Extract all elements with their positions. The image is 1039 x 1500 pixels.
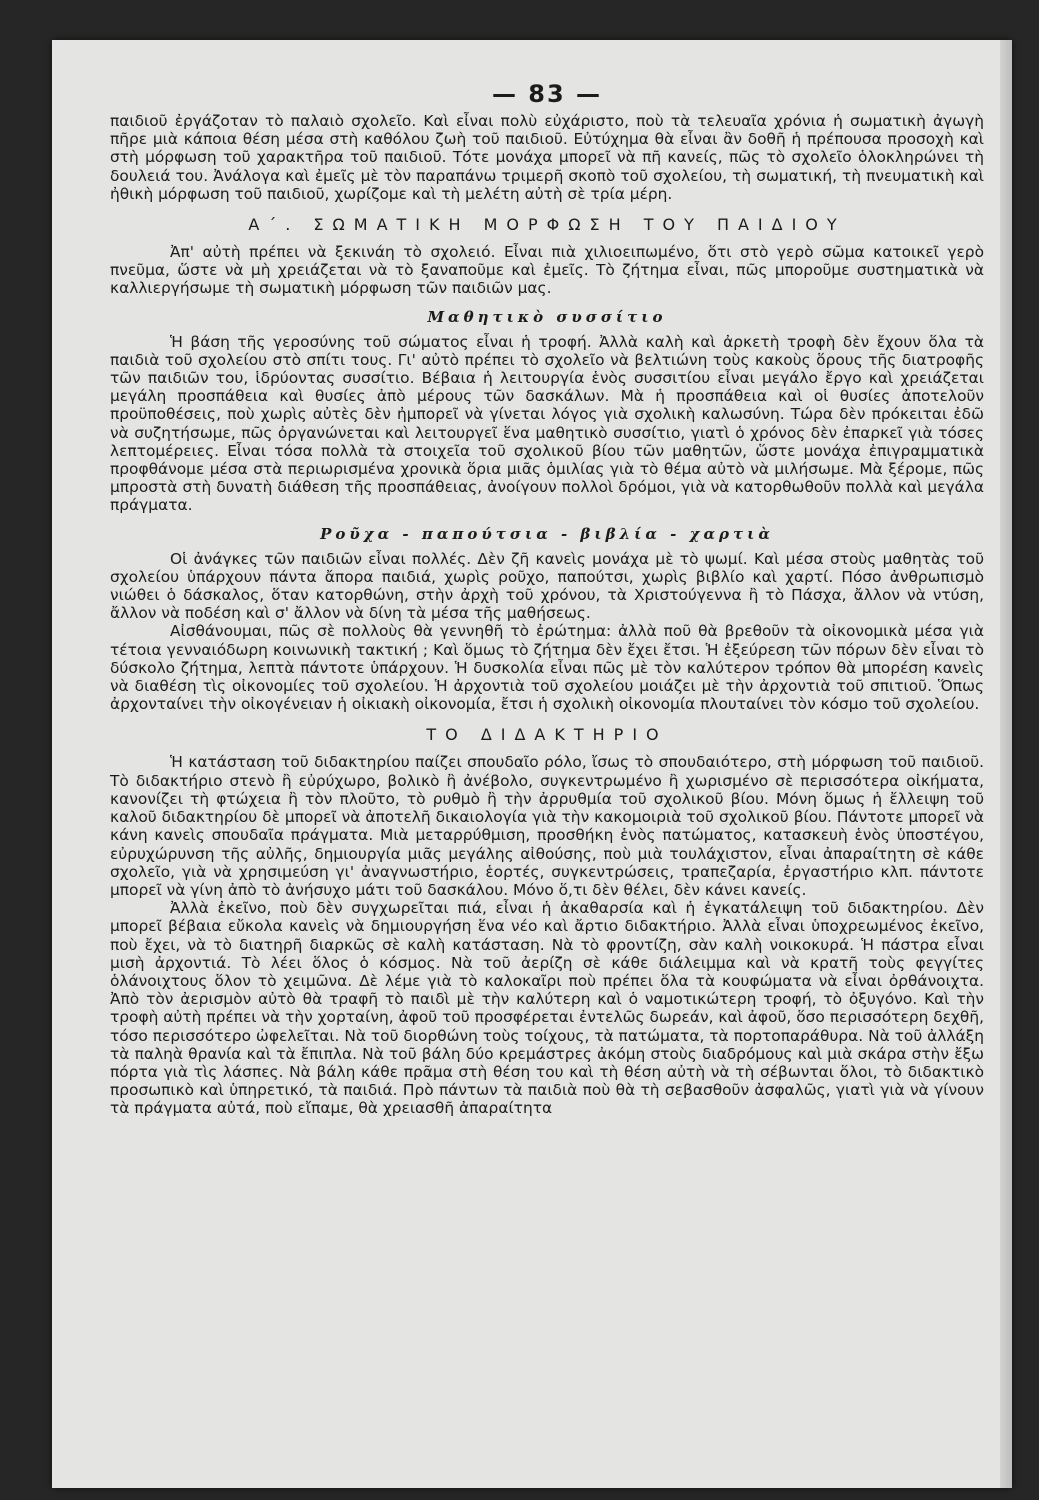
paragraph: Οἱ ἀνάγκες τῶν παιδιῶν εἶναι πολλές. Δὲν ζῆ κανεὶς μονάχα μὲ τὸ ψωμί. Καὶ μέσα στοὺς μαθητὰς τοῦ σχολείου ὑπάρχουν πάντα ἄπορα παιδιά, χωρὶς ροῦχο, παπούτσι, χωρὶς βιβλίο καὶ χαρτί. Πόσο ἀνθρωπισμὸ νιώθει ὁ δάσκαλος, ὅταν κατορθώνη, στὴν ἀρχὴ τοῦ χρόνου, τὰ Χριστούγεννα ἢ τὸ Πάσχα, ἄλλον νὰ ντύση, ἄλλον νὰ ποδέση καὶ σ' ἄλλον νὰ δίνη τὰ μέσα τῆς μαθήσεως. — [110, 549, 984, 623]
paragraph: Ἡ βάση τῆς γεροσύνης τοῦ σώματος εἶναι ἡ τροφή. Ἀλλὰ καλὴ καὶ ἀρκετὴ τροφὴ δὲν ἔχουν ὅλα τὰ παιδιὰ τοῦ σχολείου στὸ σπίτι τους. Γι' αὐτὸ πρέπει τὸ σχολεῖο νὰ βελτιώνη τοὺς κακοὺς ὅρους τῆς διατροφῆς τῶν παιδιῶν του, ἱδρύοντας συσσίτιο. Βέβαια ἡ λειτουργία ἑνὸς συσσιτίου εἶναι μεγάλο ἔργο καὶ χρειάζεται μεγάλη προσπάθεια καὶ θυσίες ἀπὸ μέρους τῶν δασκάλων. Μὰ ἡ προσπάθεια καὶ οἱ θυσίες ἀποτελοῦν προϋποθέσεις, ποὺ χωρὶς αὐτὲς δὲν ἠμπορεῖ νὰ γίνεται λόγος γιὰ σχολικὴ καλωσύνη. Τώρα δὲν πρόκειται ἐδῶ νὰ συζητήσωμε, πῶς ὀργανώνεται καὶ λειτουργεῖ ἕνα μαθητικὸ συσσίτιο, γιατὶ ὁ χρόνος δὲν ἐπαρκεῖ γιὰ τόσες λεπτομέρειες. Εἶναι τόσα πολλὰ τὰ στοιχεῖα τοῦ σχολικοῦ βίου τῶν μαθητῶν, ὥστε μονάχα ἐπιγραμματικὰ προφθάνομε μέσα στὰ περιωρισμένα χρονικὰ ὅρια μιᾶς ὁμιλίας γιὰ τὸ θέμα αὐτὸ νὰ μιλήσωμε. Μὰ ξέρομε, πῶς μπροστὰ στὴ δυνατὴ διάθεση τῆς προσπάθειας, ἀνοίγουν πολλοὶ δρόμοι, γιὰ νὰ κατορθωθοῦν πολλὰ καὶ μεγάλα πράγματα. — [110, 332, 984, 515]
paragraph: Ἀπ' αὐτὴ πρέπει νὰ ξεκινάη τὸ σχολειό. Εἶναι πιὰ χιλιοειπωμένο, ὅτι στὸ γερὸ σῶμα κατοικεῖ γερὸ πνεῦμα, ὥστε νὰ μὴ χρειάζεται νὰ τὸ ξαναποῦμε καὶ ἐμεῖς. Τὸ ζήτημα εἶναι, πῶς μποροῦμε συστηματικὰ νὰ καλλιεργήσωμε τὴ σωματικὴ μόρφωση τῶν παιδιῶν μας. — [110, 243, 984, 298]
section-heading-somatiki-morfosi: Α΄. ΣΩΜΑΤΙΚΗ ΜΟΡΦΩΣΗ ΤΟΥ ΠΑΙΔΙΟΥ — [248, 215, 846, 235]
page-content — [110, 80, 984, 1118]
paragraph: παιδιοῦ ἐργάζοταν τὸ παλαιὸ σχολεῖο. Καὶ εἶναι πολὺ εὐχάριστο, ποὺ τὰ τελευαῖα χρόνια ἡ σωματικὴ ἀγωγὴ πῆρε μιὰ κάποια θέση μέσα στὴ καθόλου ζωὴ τοῦ παιδιοῦ. Εὐτύχημα θὰ εἶναι ἂν δοθῆ ἡ πρέπουσα προσοχὴ καὶ στὴ μόρφωση τοῦ χαρακτῆρα τοῦ παιδιοῦ. Τότε μονάχα μπορεῖ νὰ πῆ κανείς, πῶς τὸ σχολεῖο ὁλοκληρώνει τὴ δουλειά του. Ἀνάλογα καὶ ἐμεῖς μὲ τὸν παραπάνω τριμερῆ σκοπὸ τοῦ σχολείου, τὴ σωματική, τὴ πνευματικὴ καὶ ἠθικὴ μόρφωση τοῦ παιδιοῦ, χωρίζομε καὶ τὴ μελέτη αὐτὴ σὲ τρία μέρη. — [110, 112, 984, 203]
book-page — [52, 40, 1012, 1488]
page-edge — [1000, 40, 1012, 1488]
paragraph: Ἀλλὰ ἐκεῖνο, ποὺ δὲν συγχωρεῖται πιά, εἶναι ἡ ἀκαθαρσία καὶ ἡ ἐγκατάλειψη τοῦ διδακτηρίου. Δὲν μπορεῖ βέβαια εὔκολα κανεὶς νὰ δημιουργήση ἕνα νέο καὶ ἄρτιο διδακτήριο. Ἀλλὰ εἶναι ὑποχρεωμένος ἐκεῖνο, ποὺ ἔχει, νὰ τὸ διατηρῆ διαρκῶς σὲ καλὴ κατάσταση. Νὰ τὸ φροντίζη, σὰν καλὴ νοικοκυρά. Ἡ πάστρα εἶναι μισὴ ἀρχοντιά. Τὸ λέει ὅλος ὁ κόσμος. Νὰ τοῦ ἀερίζη σὲ κάθε διάλειμμα καὶ νὰ κρατῆ τοὺς φεγγίτες ὁλάνοιχτους ὅλον τὸ χειμῶνα. Δὲ λέμε γιὰ τὸ καλοκαῖρι ποὺ πρέπει ὅλα τὰ κουφώματα νὰ εἶναι ὀρθάνοιχτα. Ἀπὸ τὸν ἀερισμὸν αὐτὸ θὰ τραφῆ τὸ παιδὶ μὲ τὴν καλύτερη καὶ ὁ ναμοτικώτερη τροφή, τὸ ὀξυγόνο. Καὶ τὴν τροφὴ αὐτὴ πρέπει νὰ τὴν χορταίνη, ἀφοῦ τοῦ προσφέρεται ἐντελῶς δωρεάν, καὶ ἀφοῦ, ὅσο περισσότερη δεχθῆ, τόσο περισσότερο ὠφελεῖται. Νὰ τοῦ διορθώνη τοὺς τοίχους, τὰ πατώματα, τὰ πορτοπαράθυρα. Νὰ τοῦ ἀλλάξη τὰ παληὰ θρανία καὶ τὰ ἔπιπλα. Νὰ τοῦ βάλη δύο κρεμάστρες ἀκόμη στοὺς διαδρόμους καὶ μιὰ σκάρα στὴν ἔξω πόρτα γιὰ τὶς λάσπες. Νὰ βάλη κάθε πρᾶμα στὴ θέση του καὶ τὴ θέση αὐτὴ νὰ τὴ σέβωνται ὅλοι, τὸ διδακτικὸ προσωπικὸ καὶ ὑπηρετικό, τὰ παιδιά. Πρὸ πάντων τὰ παιδιὰ ποὺ θὰ τὴ σεβασθοῦν ἀσφαλῶς, γιατὶ γιὰ νὰ γίνουν τὰ πράγματα αὐτά, ποὺ εἴπαμε, θὰ χρειασθῆ ἀπαραίτητα — [110, 899, 984, 1118]
page-number: — 83 — — [491, 80, 603, 108]
subheading-mathitiko-syssitio: Μαθητικὸ συσσίτιο — [427, 307, 667, 326]
section-heading-didaktirio: ΤΟ ΔΙΔΑΚΤΗΡΙΟ — [426, 725, 668, 745]
paragraph: Αἰσθάνουμαι, πῶς σὲ πολλοὺς θὰ γεννηθῆ τὸ ἐρώτημα: ἀλλὰ ποῦ θὰ βρεθοῦν τὰ οἰκονομικὰ μέσα γιὰ τέτοια γενναιόδωρη κοινωνικὴ τακτική ; Καὶ ὅμως τὸ ζήτημα δὲν ἔχει ἔτσι. Ἡ ἐξεύρεση τῶν πόρων δὲν εἶναι τὸ δύσκολο ζήτημα, λεπτὰ πάντοτε ὑπάρχουν. Ἡ δυσκολία εἶναι πῶς μὲ τὸν καλύτερον τρόπον θὰ μπορέση κανεὶς νὰ διαθέση τὶς οἰκονομίες τοῦ σχολείου. Ἡ ἀρχοντιὰ τοῦ σχολείου μοιάζει μὲ τὴν ἀρχοντιὰ τοῦ σπιτιοῦ. Ὅπως ἀρχονταίνει τὴν οἰκογένειαν ἡ οἰκιακὴ οἰκονομία, ἔτσι ἡ σχολικὴ οἰκονομία πλουταίνει τὸν κόσμο τοῦ σχολείου. — [110, 622, 984, 714]
subheading-rouxa-papoutsia: Ροῦχα - παπούτσια - βιβλία - χαρτιὰ — [320, 524, 774, 543]
paragraph: Ἡ κατάσταση τοῦ διδακτηρίου παίζει σπουδαῖο ρόλο, ἴσως τὸ σπουδαιότερο, στὴ μόρφωση τοῦ παιδιοῦ. Τὸ διδακτήριο στενὸ ἢ εὐρύχωρο, βολικὸ ἢ ἀνέβολο, συγκεντρωμένο ἢ χωρισμένο σὲ περισσότερα οἰκήματα, κανονίζει τὴ φτώχεια ἢ τὸν πλοῦτο, τὸ ρυθμὸ ἢ τὴν ἀρρυθμία τοῦ σχολικοῦ βίου. Μόνη ὅμως ἡ ἔλλειψη τοῦ καλοῦ διδακτηρίου δὲ μπορεῖ νὰ ἀποτελῆ δικαιολογία γιὰ τὴν κακομοιριὰ τοῦ σχολικοῦ βίου. Πάντοτε μπορεῖ νὰ κάνη κανεὶς σπουδαῖα πράγματα. Μιὰ μεταρρύθμιση, προσθήκη ἑνὸς πατώματος, κατασκευὴ ἑνὸς ὑποστέγου, εὐρυχώρυνση τῆς αὐλῆς, δημιουργία μιᾶς μεγάλης αἰθούσης, ποὺ μιὰ τουλάχιστον, εἶναι ἀπαραίτητη σὲ κάθε σχολεῖο, γιὰ νὰ χρησιμεύση γι' ἀναγνωστήριο, ἑορτές, συγκεντρώσεις, τραπεζαρία, ἐργαστήριο κλπ. πάντοτε μπορεῖ νὰ γίνη ἀπὸ τὸ ἀνήσυχο μάτι τοῦ δασκάλου. Μόνο ὅ,τι δὲν θέλει, δὲν κάνει κανείς. — [110, 753, 984, 899]
